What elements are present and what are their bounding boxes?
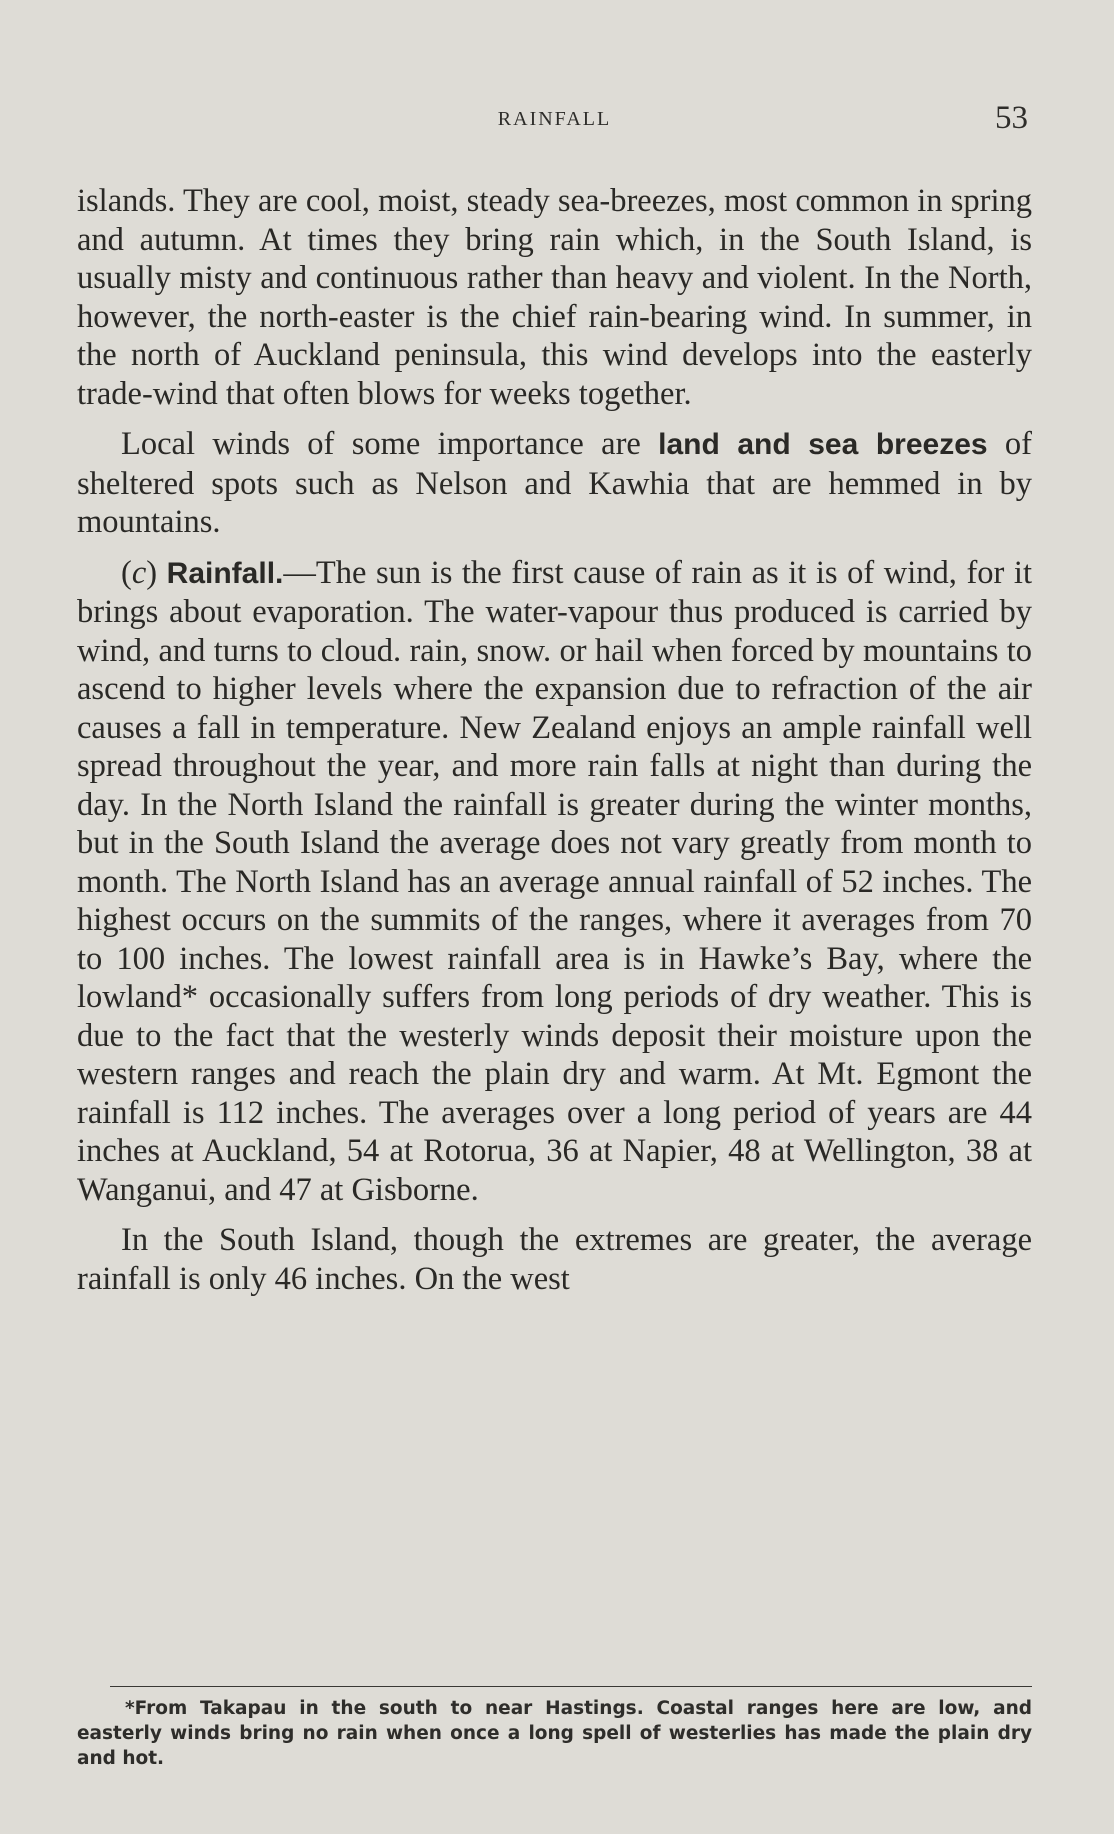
paragraph-local-winds-lead: Local winds of some importance are bbox=[121, 426, 659, 462]
term-land-and-sea-breezes: land and sea breezes bbox=[658, 428, 988, 461]
body-text bbox=[77, 182, 1032, 1298]
page-number: 53 bbox=[995, 100, 1028, 136]
running-title: RAINFALL bbox=[497, 108, 612, 130]
running-head bbox=[77, 100, 1032, 144]
footnote-rule bbox=[110, 1686, 1032, 1687]
paragraph-local-winds bbox=[77, 425, 1032, 542]
paragraph-local-winds-rest: of sheltered spots such as Nelson and Kawhia that are hemmed in by mountains. bbox=[77, 426, 1032, 540]
paragraph-rainfall-text: —The sun is the first cause of rain as it is of wind, for it brings about evaporation. The water-vapour thus produced is carried by wind, and turns to cloud. rain, snow. or hail when forced by mountains to ascend to higher levels where the expansion due to refraction of the air causes a fall in temperature. New Zealand enjoys an ample rainfall well spread throughout the year, and more rain falls at night than during the day. In the North Island the rainfall is greater during the winter months, but in the South Island the average does not vary greatly from month to month. The North Island has an average annual rainfall of 52 inches. The highest occurs on the summits of the ranges, where it averages from 70 to 100 inches. The lowest rainfall area is in Hawke’s Bay, where the lowland* occasionally suffers from long periods of dry weather. This is due to the fact that the westerly winds deposit their moisture upon the western ranges and reach the plain dry and warm. At Mt. Egmont the rainfall is 112 inches. The averages over a long period of years are 44 inches at Auckland, 54 at Rotorua, 36 at Napier, 48 at Wellington, 38 at Wanganui, and 47 at Gisborne. bbox=[77, 554, 1032, 1208]
section-heading-rainfall: Rainfall. bbox=[166, 556, 284, 590]
paragraph-south-island: In the South Island, though the extremes are greater, the average rainfall is only 46 inches. On the west bbox=[77, 1222, 1032, 1297]
paragraph-sea-breezes: islands. They are cool, moist, steady sea-breezes, most common in spring and autumn. At times they bring rain which, in the South Island, is usually misty and continuous rather than heavy and violent. In the North, however, the north-easter is the chief rain-bearing wind. In summer, in the north of Auckland peninsula, this wind develops into the easterly trade-wind that often blows for weeks together. bbox=[77, 183, 1032, 412]
section-marker: c bbox=[131, 554, 147, 591]
paragraph-rainfall: (c) Rainfall.—The sun is the first cause of rain as it is of wind, for it brings about evaporation. The water-vapour thus produced is carried by wind, and turns to cloud. rain, snow. or hail when forced by mountains to ascend to higher levels where the expansion due to refraction of the air causes a fall in temperature. New Zealand enjoys an ample rainfall well spread throughout the year, and more rain falls at night than during the day. In the North Island the rainfall is greater during the winter months, but in the South Island the average does not vary greatly from month to month. The North Island has an average annual rainfall of 52 inches. The highest occurs on the summits of the ranges, where it averages from 70 to 100 inches. The lowest rainfall area is in Hawke’s Bay, where the lowland* occasionally suffers from long periods of dry weather. This is due to the fact that the westerly winds deposit their moisture upon the western ranges and reach the plain dry and warm. At Mt. Egmont the rainfall is 112 inches. The averages over a long period of years are 44 inches at Auckland, 54 at Rotorua, 36 at Napier, 48 at Wellington, 38 at Wanganui, and 47 at Gisborne. bbox=[77, 554, 1032, 1208]
footnote: *From Takapau in the south to near Hastings. Coastal ranges here are low, and easterly winds bring no rain when once a long spell of westerlies has made the plain dry and hot. bbox=[77, 1698, 1032, 1769]
